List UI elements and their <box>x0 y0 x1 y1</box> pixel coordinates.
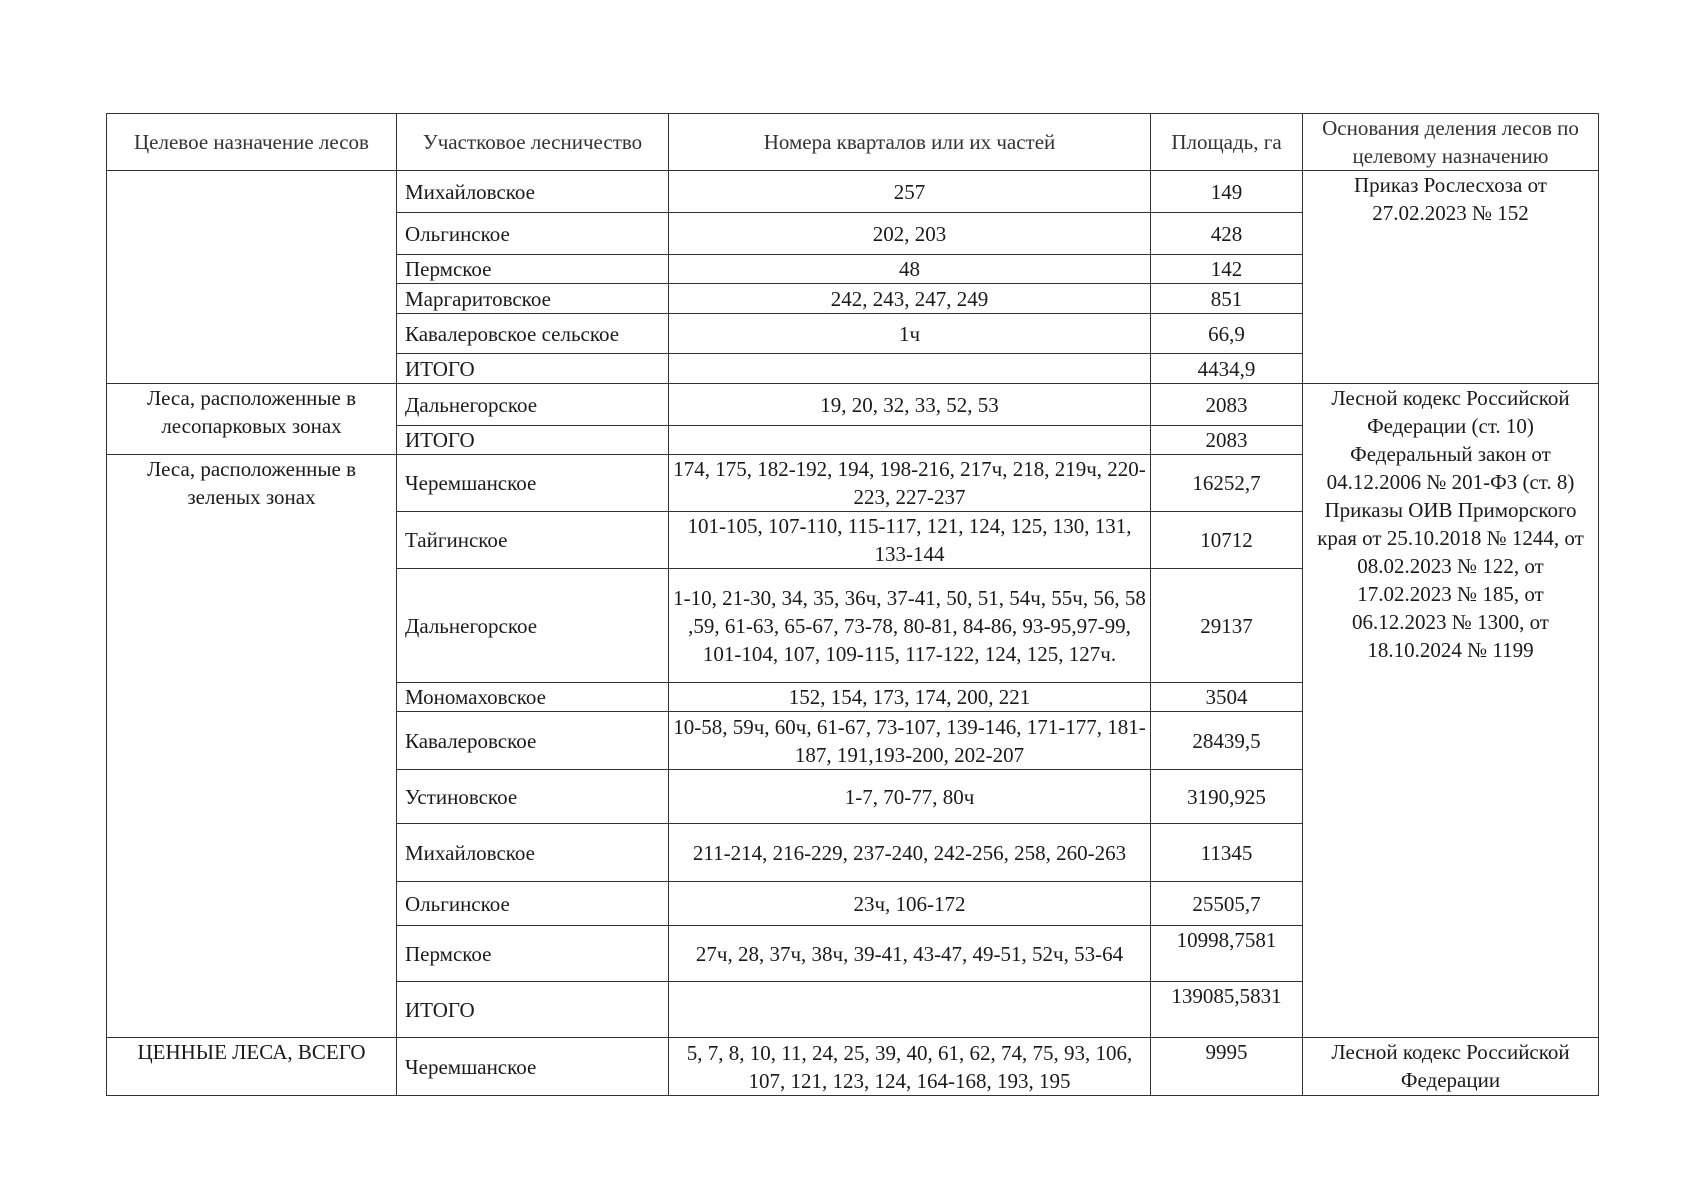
total-label: ИТОГО <box>397 982 669 1038</box>
quarters-cell: 1ч <box>669 314 1151 354</box>
basis-cell: Приказ Рослесхоза от 27.02.2023 № 152 <box>1303 171 1599 384</box>
forestry-cell: Дальнегорское <box>397 384 669 426</box>
header-purpose: Целевое назначение лесов <box>107 114 397 171</box>
forestry-cell: Маргаритовское <box>397 284 669 314</box>
forestry-cell: Тайгинское <box>397 512 669 569</box>
area-cell: 428 <box>1151 213 1303 255</box>
quarters-cell: 10-58, 59ч, 60ч, 61-67, 73-107, 139-146, 171-177, 181-187, 191,193-200, 202-207 <box>669 712 1151 770</box>
quarters-cell: 242, 243, 247, 249 <box>669 284 1151 314</box>
quarters-cell: 48 <box>669 255 1151 284</box>
table-header-row <box>107 114 1599 171</box>
header-forestry: Участковое лесничество <box>397 114 669 171</box>
forestry-cell: Кавалеровское <box>397 712 669 770</box>
quarters-cell: 27ч, 28, 37ч, 38ч, 39-41, 43-47, 49-51, 52ч, 53-64 <box>669 926 1151 982</box>
basis-cell: Лесной кодекс Российской Федерации <box>1303 1038 1599 1096</box>
total-label: ИТОГО <box>397 426 669 455</box>
area-cell: 149 <box>1151 171 1303 213</box>
forestry-cell: Кавалеровское сельское <box>397 314 669 354</box>
forestry-cell: Черемшанское <box>397 455 669 512</box>
quarters-cell-empty <box>669 982 1151 1038</box>
total-area: 2083 <box>1151 426 1303 455</box>
header-area: Площадь, га <box>1151 114 1303 171</box>
area-cell: 25505,7 <box>1151 882 1303 926</box>
quarters-cell: 101-105, 107-110, 115-117, 121, 124, 125, 130, 131, 133-144 <box>669 512 1151 569</box>
area-cell: 851 <box>1151 284 1303 314</box>
forestry-cell: Черемшанское <box>397 1038 669 1096</box>
purpose-cell: Леса, расположенные в зеленых зонах <box>107 455 397 1038</box>
total-area: 4434,9 <box>1151 354 1303 384</box>
table-row <box>107 171 1599 213</box>
area-cell: 142 <box>1151 255 1303 284</box>
area-cell: 28439,5 <box>1151 712 1303 770</box>
table-row <box>107 1038 1599 1096</box>
quarters-cell-empty <box>669 354 1151 384</box>
total-label: ИТОГО <box>397 354 669 384</box>
area-cell: 66,9 <box>1151 314 1303 354</box>
quarters-cell: 5, 7, 8, 10, 11, 24, 25, 39, 40, 61, 62, 74, 75, 93, 106, 107, 121, 123, 124, 164-168, 193, 195 <box>669 1038 1151 1096</box>
table-row <box>107 384 1599 426</box>
forestry-cell: Пермское <box>397 255 669 284</box>
area-cell: 11345 <box>1151 824 1303 882</box>
total-area: 139085,5831 <box>1151 982 1303 1038</box>
quarters-cell: 23ч, 106-172 <box>669 882 1151 926</box>
quarters-cell: 1-10, 21-30, 34, 35, 36ч, 37-41, 50, 51, 54ч, 55ч, 56, 58 ,59, 61-63, 65-67, 73-78, 80-81, 84-86, 93-95,97-99, 101-104, 107, 109-115, 117-122, 124, 125, 127ч. <box>669 569 1151 683</box>
area-cell: 3190,925 <box>1151 770 1303 824</box>
purpose-cell: Леса, расположенные в лесопарковых зонах <box>107 384 397 455</box>
area-cell: 3504 <box>1151 683 1303 712</box>
forestry-cell: Мономаховское <box>397 683 669 712</box>
area-cell: 2083 <box>1151 384 1303 426</box>
quarters-cell: 152, 154, 173, 174, 200, 221 <box>669 683 1151 712</box>
quarters-cell: 1-7, 70-77, 80ч <box>669 770 1151 824</box>
forestry-cell: Ольгинское <box>397 213 669 255</box>
area-cell: 29137 <box>1151 569 1303 683</box>
forestry-cell: Ольгинское <box>397 882 669 926</box>
area-cell: 9995 <box>1151 1038 1303 1096</box>
area-cell: 16252,7 <box>1151 455 1303 512</box>
quarters-cell: 257 <box>669 171 1151 213</box>
quarters-cell: 174, 175, 182-192, 194, 198-216, 217ч, 218, 219ч, 220-223, 227-237 <box>669 455 1151 512</box>
quarters-cell: 202, 203 <box>669 213 1151 255</box>
purpose-cell-empty <box>107 171 397 384</box>
header-basis: Основания деления лесов по целевому назначению <box>1303 114 1599 171</box>
quarters-cell: 211-214, 216-229, 237-240, 242-256, 258, 260-263 <box>669 824 1151 882</box>
forestry-cell: Устиновское <box>397 770 669 824</box>
forestry-cell: Дальнегорское <box>397 569 669 683</box>
forestry-cell: Михайловское <box>397 824 669 882</box>
basis-cell: Лесной кодекс Российской Федерации (ст. 10) Федеральный закон от 04.12.2006 № 201-ФЗ (ст. 8) Приказы ОИВ Приморского края от 25.10.2018 № 1244, от 08.02.2023 № 122, от 17.02.2023 № 185, от 06.12.2023 № 1300, от 18.10.2024 № 1199 <box>1303 384 1599 1038</box>
forest-purpose-table <box>106 113 1599 1096</box>
quarters-cell-empty <box>669 426 1151 455</box>
header-quarters: Номера кварталов или их частей <box>669 114 1151 171</box>
quarters-cell: 19, 20, 32, 33, 52, 53 <box>669 384 1151 426</box>
forestry-cell: Пермское <box>397 926 669 982</box>
area-cell: 10712 <box>1151 512 1303 569</box>
area-cell: 10998,7581 <box>1151 926 1303 982</box>
purpose-cell: ЦЕННЫЕ ЛЕСА, ВСЕГО <box>107 1038 397 1096</box>
forestry-cell: Михайловское <box>397 171 669 213</box>
